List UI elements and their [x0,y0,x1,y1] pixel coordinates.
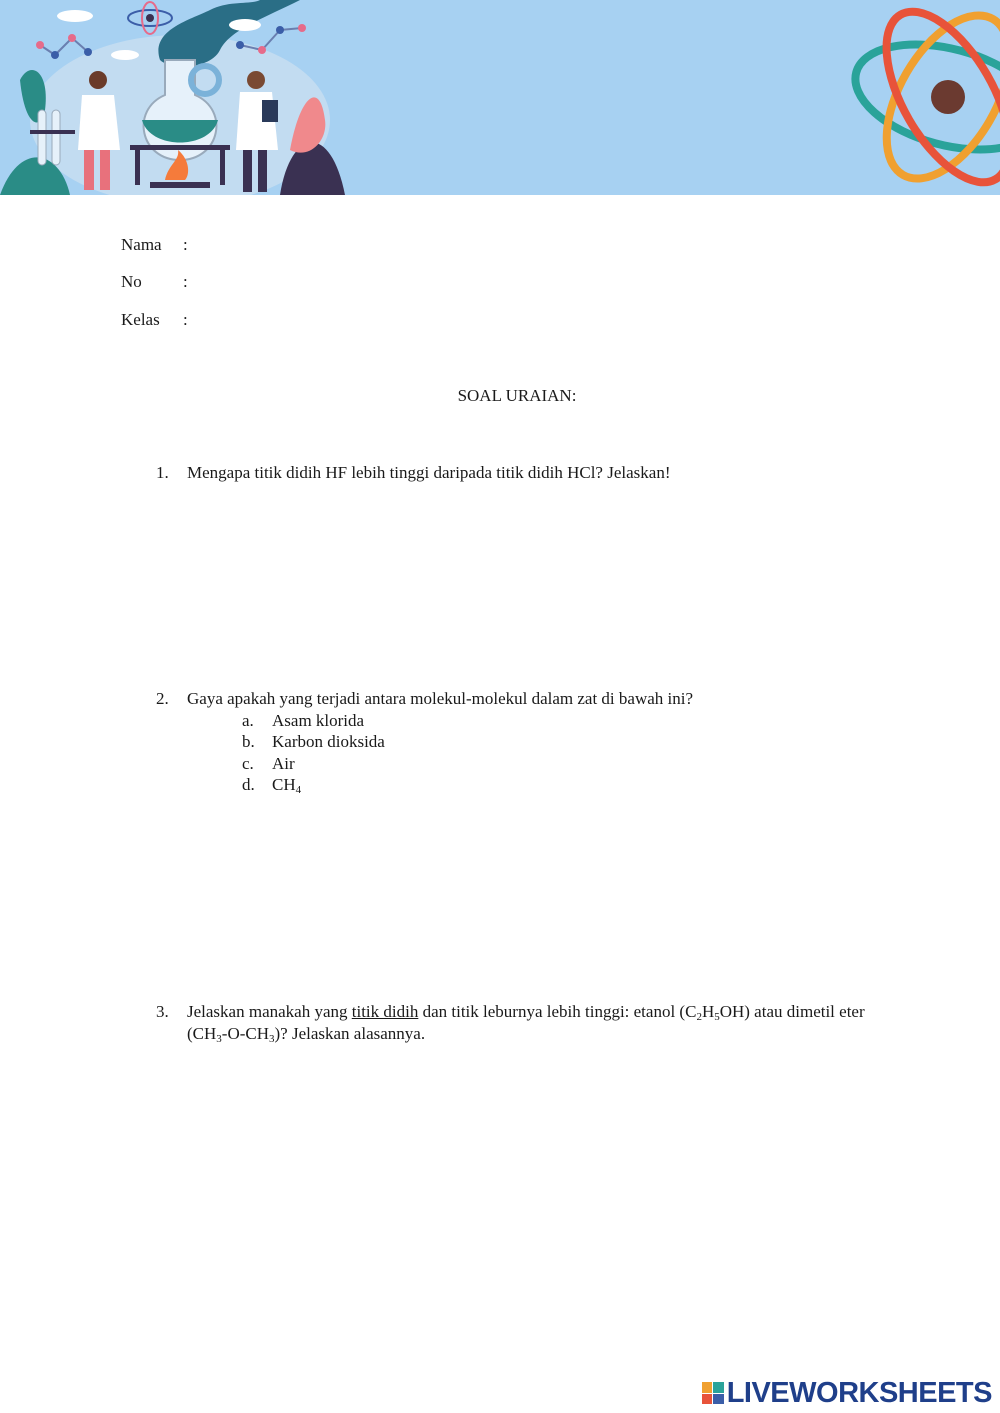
option-text [272,774,301,796]
option-letter: a. [242,710,254,730]
field-label: No [121,272,142,291]
atom-icon [840,0,1000,195]
subscript: 4 [295,784,302,796]
formula-text: CH [272,775,296,794]
text-segment: H [701,1002,715,1021]
page-title: SOAL URAIAN: [457,386,577,405]
question-number: 1. [156,463,169,482]
field-kelas [121,310,188,330]
option-letter: b. [242,732,255,751]
field-no [121,272,188,292]
text-segment: )? Jelaskan alasannya. [274,1023,426,1043]
subscript: 5 [714,1011,720,1023]
question-text: Mengapa titik didih HF lebih tinggi daripada titik didih HCl? Jelaskan! [187,463,671,482]
text-segment: dan titik leburnya lebih tinggi: etanol (C [418,1002,697,1021]
option-letter: d. [242,775,255,794]
field-label: Nama [121,235,162,254]
liveworksheets-logo-icon [702,1382,724,1404]
option-text: Asam klorida [272,710,365,730]
liveworksheets-brand [702,1378,992,1408]
option-text: Karbon dioksida [272,732,385,751]
question-text: Gaya apakah yang terjadi antara molekul-molekul dalam zat di bawah ini? [187,689,694,708]
question-number: 3. [156,1002,169,1021]
field-separator: : [183,235,188,254]
option-text: Air [272,753,295,773]
question-number: 2. [156,689,169,708]
header-banner [0,0,1000,195]
question-3 [156,1001,896,1044]
field-label: Kelas [121,310,160,329]
question-text [187,1001,896,1044]
question-2 [156,688,896,710]
option-letter: c. [242,753,254,773]
underlined-term: titik didih [351,1002,419,1021]
text-segment: -O-CH [221,1023,269,1043]
subscript: 2 [696,1011,702,1023]
field-separator: : [183,272,188,291]
science-lab-illustration [0,0,360,195]
text-segment: OH) atau dimetil eter (CH [187,1002,865,1043]
subscript: 3 [216,1032,222,1045]
text-segment: Jelaskan manakah yang [187,1002,352,1021]
field-separator: : [183,310,188,329]
question-1 [156,462,896,484]
brand-text: LIVEWORKSHEETS [726,1376,992,1409]
field-nama [121,235,188,255]
subscript: 3 [269,1032,275,1045]
